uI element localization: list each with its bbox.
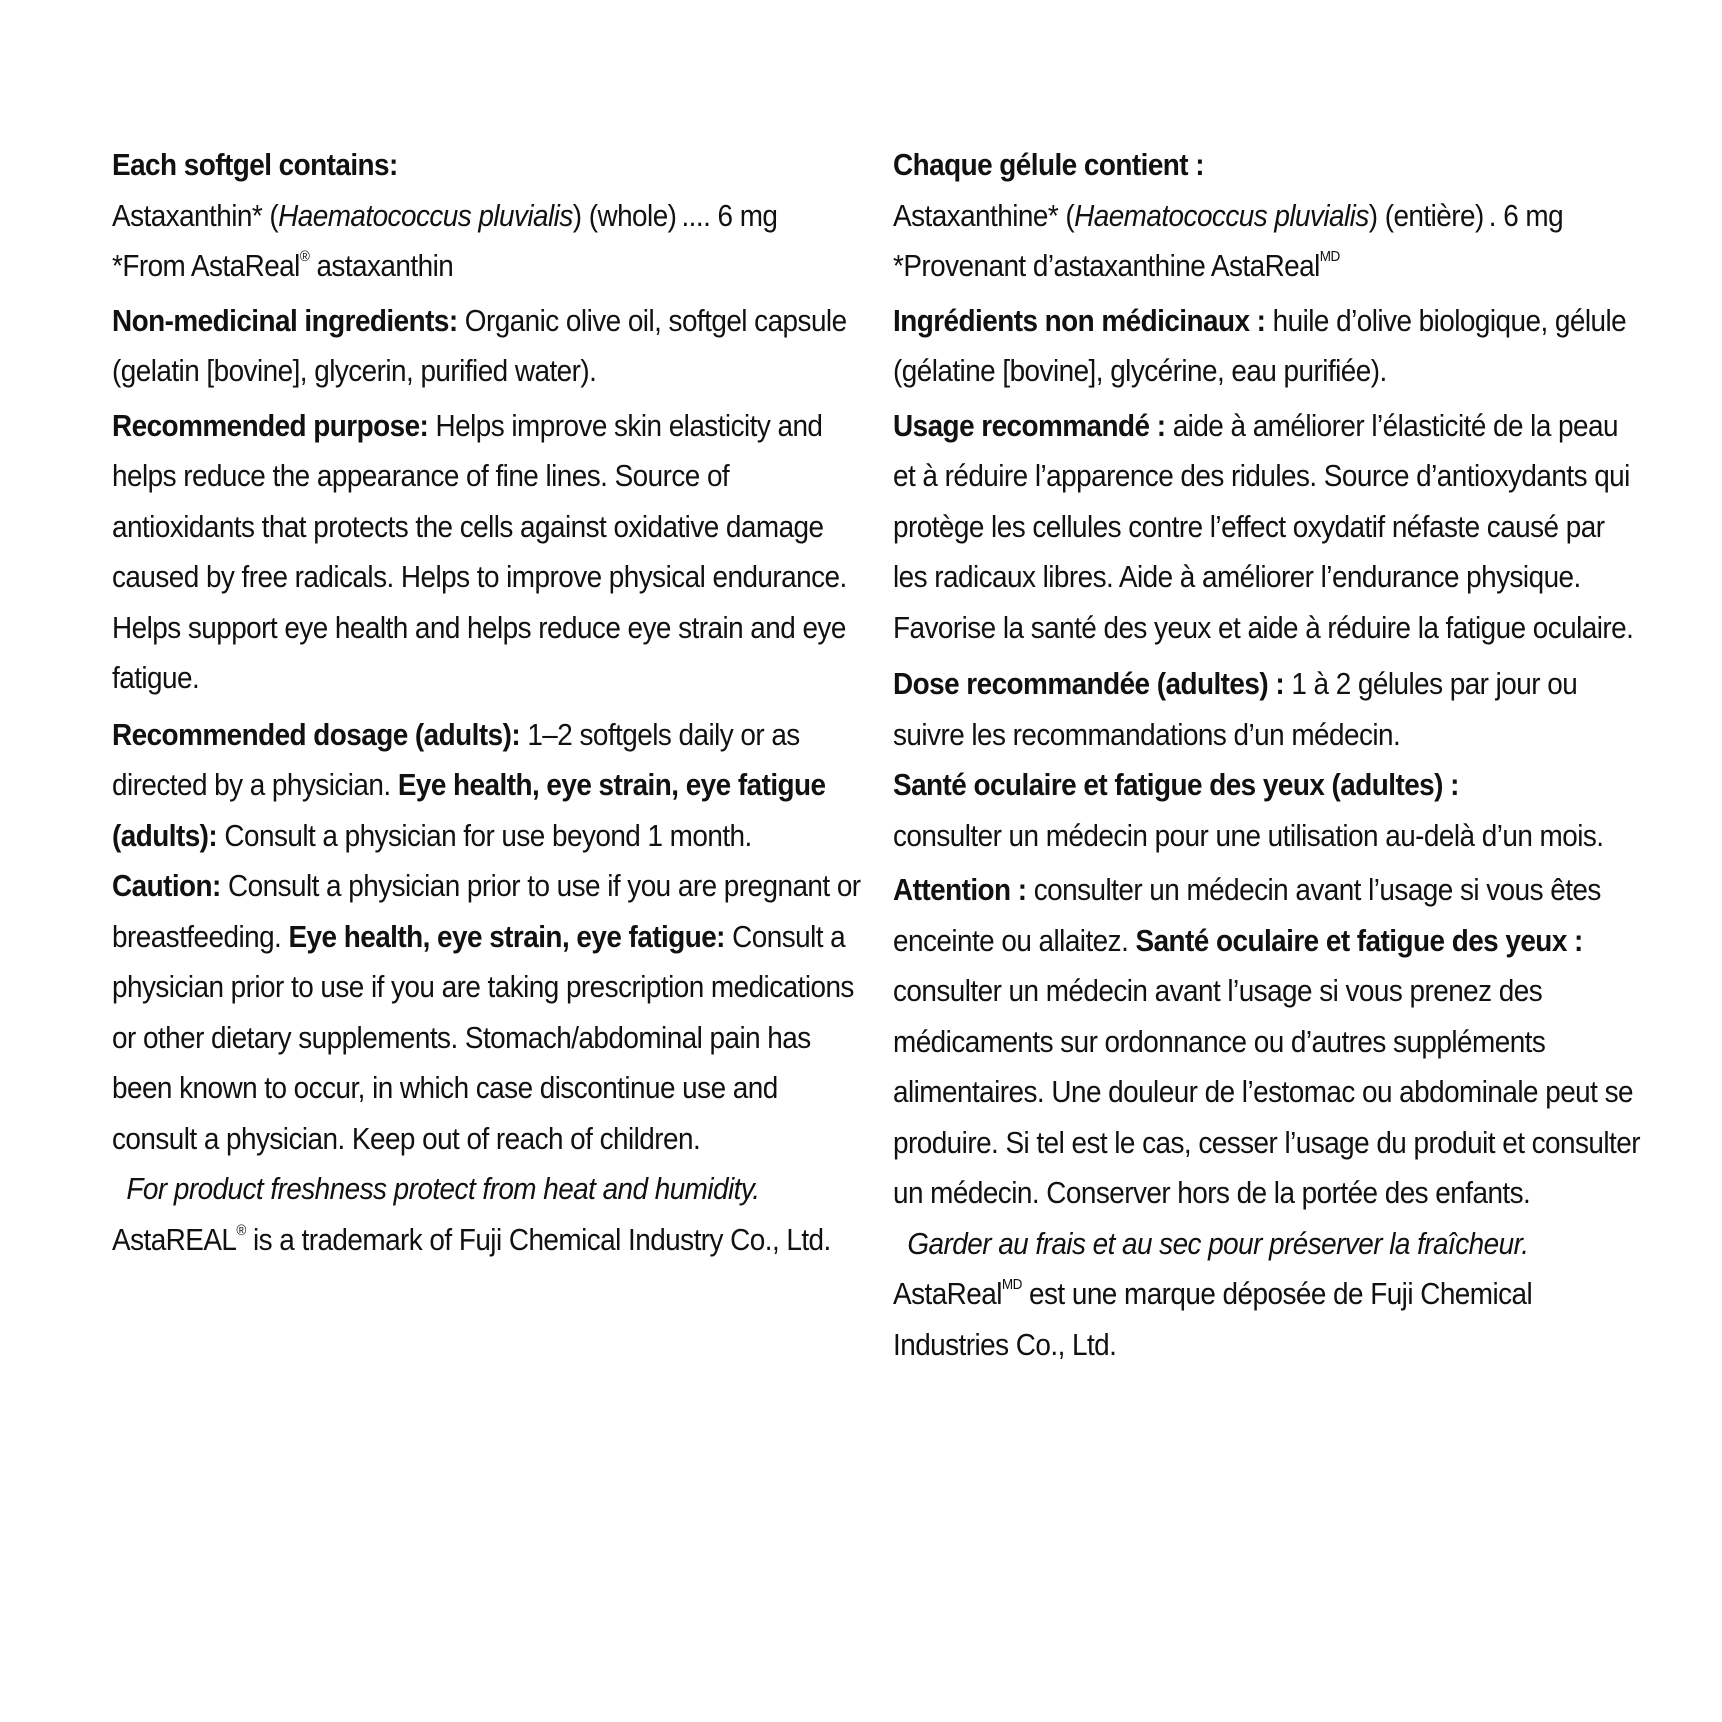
french-column (893, 140, 1645, 1370)
trademark-note: AstaREAL® is a trademark of Fuji Chemical Industry Co., Ltd. (112, 1221, 831, 1257)
recommended-dosage: Dose recommandée (adultes) : 1 à 2 gélules par jour ou suivre les recommandations d’un médecin. (893, 666, 1578, 752)
contains-heading: Each softgel contains: (112, 147, 398, 182)
non-medicinal-ingredients: Ingrédients non médicinaux : huile d’olive biologique, gélule (gélatine [bovine], glycérine, eau purifiée). (893, 302, 1627, 388)
non-medicinal-ingredients: Non-medicinal ingredients: Organic olive oil, softgel capsule (gelatin [bovine], glycerin, purified water). (112, 302, 847, 388)
recommended-purpose: Recommended purpose: Helps improve skin elasticity and helps reduce the appearance of fine lines. Source of antioxidants that protects the cells against oxidative damage caused by free radicals. Helps to improve physical endurance. Helps support eye health and helps reduce eye strain and eye fatigue. (112, 407, 847, 695)
english-column (112, 140, 864, 1265)
source-note: *Provenant d’astaxanthine AstaReal$^{MD}$ (893, 248, 1340, 283)
recommended-purpose: Usage recommandé : aide à améliorer l’élasticité de la peau et à réduire l’apparence des ridules. Source d’antioxydants qui protège les cellules contre l’effect oxydatif néfaste causé par les radicaux libres. Aide à améliorer l’endurance physique. Favorise la santé des yeux et aide à réduire la fatigue oculaire. (893, 407, 1634, 645)
recommended-dosage: Recommended dosage (adults): 1–2 softgels daily or as directed by a physician. Eye health, eye strain, eye fatigue (adults): Consult a physician for use beyond 1 month. (112, 716, 826, 853)
freshness-note: For product freshness protect from heat and humidity. (126, 1171, 760, 1206)
caution: Caution: Consult a physician prior to use if you are pregnant or breastfeeding. Eye health, eye strain, eye fatigue: Consult a physician prior to use if you are taking prescription medications or other dietary supplements. Stomach/abdominal pain has been known to occur, in which case discontinue use and consult a physician. Keep out of reach of children. (112, 868, 861, 1156)
contains-heading: Chaque gélule contient : (893, 147, 1205, 182)
source-note: *From AstaReal® astaxanthin (112, 248, 454, 283)
astaxanthin-line: Astaxanthine* (Haematococcus pluvialis) (entière) . 6 mg (893, 197, 1564, 233)
astaxanthin-line: Astaxanthin* (Haematococcus pluvialis) (whole) .... 6 mg (112, 197, 778, 233)
trademark-note: AstaReal$^{MD}$ est une marque déposée de Fuji Chemical Industries Co., Ltd. (893, 1276, 1533, 1362)
freshness-note: Garder au frais et au sec pour préserver la fraîcheur. (907, 1225, 1529, 1261)
eye-health-dosage: Santé oculaire et fatigue des yeux (adultes) : consulter un médecin pour une utilisation au-delà d’un mois. (893, 767, 1604, 853)
caution: Attention : consulter un médecin avant l’usage si vous êtes enceinte ou allaitez. Santé oculaire et fatigue des yeux : consulter un médecin avant l’usage si vous prenez des médicaments sur ordonnance ou d’autres suppléments alimentaires. Une douleur de l’estomac ou abdominale peut se produire. Si tel est le cas, cesser l’usage du produit et consulter un médecin. Conserver hors de la portée des enfants. (893, 872, 1640, 1210)
